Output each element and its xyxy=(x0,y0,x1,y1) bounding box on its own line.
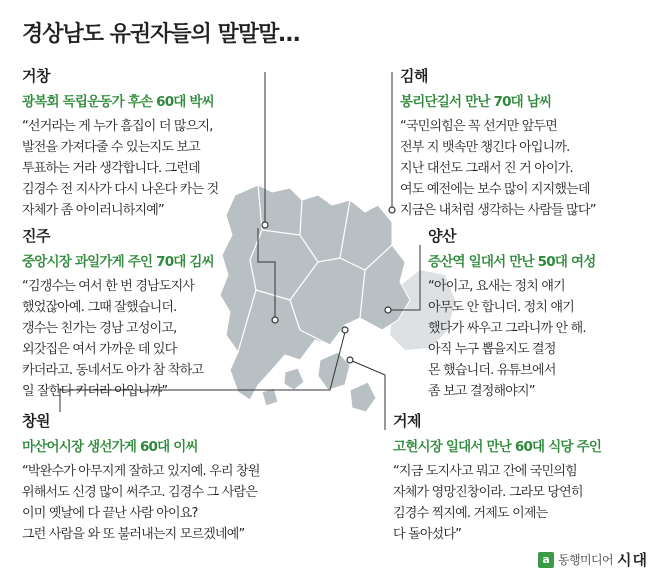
island-shape xyxy=(284,368,304,390)
publisher-logo xyxy=(538,549,648,570)
quote-line: 여도 예전에는 보수 많이 지지했는데 xyxy=(400,182,590,197)
logo-brand: 동행미디어 xyxy=(558,553,614,567)
island-shape xyxy=(262,388,278,406)
quote-block-yangsan xyxy=(428,225,595,402)
province-shape xyxy=(220,185,410,400)
quote-text xyxy=(22,116,218,221)
quote-line: 아무도 안 합니더. 정치 얘기 xyxy=(428,300,574,315)
quote-line: 김경수 전 지사가 다시 나온다 카는 것 xyxy=(22,182,219,197)
logo-mark-icon: a xyxy=(538,552,554,568)
quote-line: 이미 옛날에 다 끝난 사람 아이요? xyxy=(22,506,198,521)
quote-line: 아직 누구 뽑을지도 결정 xyxy=(428,342,556,357)
quote-block-gimhae xyxy=(400,65,596,221)
quote-line: 지난 대선도 그래서 진 거 아이가. xyxy=(400,161,573,176)
quote-line: 자체가 영망진창이라. 그라모 당연히 xyxy=(393,485,583,500)
region-name: 거제 xyxy=(393,412,421,430)
speaker-info: 중앙시장 과일가게 주인 70대 김씨 xyxy=(22,254,214,270)
region-name: 거창 xyxy=(22,67,50,85)
quote-text xyxy=(428,276,595,402)
quote-line: “국민의힘은 꼭 선거만 앞두면 xyxy=(400,119,558,134)
quote-line: 투표하는 거라 생각합니다. 그런데 xyxy=(22,161,200,176)
speaker-info: 고현시장 일대서 만난 60대 식당 주인 xyxy=(393,439,602,455)
quote-text xyxy=(400,116,596,221)
region-name: 김해 xyxy=(400,67,428,85)
quote-line: 일 잘한다 카더라 아입니꺄” xyxy=(22,384,168,399)
region-name: 양산 xyxy=(428,227,456,245)
quote-line: 김경수 찍지예. 거제도 이제는 xyxy=(393,506,548,521)
quote-line: 카더라고. 동네서도 아가 참 착하고 xyxy=(22,363,204,378)
quote-text xyxy=(22,461,260,545)
speaker-info: 마산어시장 생선가게 60대 이씨 xyxy=(22,439,198,455)
quote-line: “아이고, 요새는 정치 얘기 xyxy=(428,279,565,294)
logo-name: 시대 xyxy=(617,551,648,569)
quote-line: 지금은 내처럼 생각하는 사람들 많다” xyxy=(400,203,596,218)
quote-line: 그런 사람을 와 또 불러내는지 모르겠네예” xyxy=(22,527,245,542)
island-shape xyxy=(350,382,376,412)
quote-line: “선거라는 게 누가 흠집이 더 많으지, xyxy=(22,119,213,134)
island-shape xyxy=(318,352,350,390)
speaker-info: 광복회 독립운동가 후손 60대 박씨 xyxy=(22,94,214,110)
quote-line: 좀 보고 결정해야지” xyxy=(428,384,535,399)
speaker-info: 봉리단길서 만난 70대 남씨 xyxy=(400,94,552,110)
quote-line: 했다가 싸우고 그라니까 안 해. xyxy=(428,321,586,336)
quote-line: 했었잖아예. 그때 잘했습니더. xyxy=(22,300,177,315)
quote-line: 몬 했습니더. 유튜브에서 xyxy=(428,363,556,378)
quote-line: 위해서도 신경 많이 써주고. 김경수 그 사람은 xyxy=(22,485,257,500)
region-name: 진주 xyxy=(22,227,50,245)
quote-block-changwon xyxy=(22,410,260,545)
quote-line: “지금 도지사고 뭐고 간에 국민의힘 xyxy=(393,464,577,479)
quote-block-geoje xyxy=(393,410,601,545)
quote-line: 외갓집은 여서 가까운 데 있다 xyxy=(22,342,177,357)
quote-line: “김갱수는 여서 한 번 경남도지사 xyxy=(22,279,195,294)
quote-block-geochang xyxy=(22,65,218,221)
quote-line: 전부 지 뱃속만 챙긴다 아입니까. xyxy=(400,140,570,155)
quote-block-jinju xyxy=(22,225,214,402)
speaker-info: 증산역 일대서 만난 50대 여성 xyxy=(428,254,596,270)
quote-line: 발전을 가져다줄 수 있는지도 보고 xyxy=(22,140,200,155)
quote-line: “박완수가 아무지게 잘하고 있지예. 우리 창원 xyxy=(22,464,260,479)
region-name: 창원 xyxy=(22,412,50,430)
quote-text xyxy=(22,276,214,402)
quote-line: 다 돌아섰다” xyxy=(393,527,462,542)
quote-text xyxy=(393,461,601,545)
page-title: 경상남도 유권자들의 말말말… xyxy=(22,22,300,47)
quote-line: 자체가 좀 아이러니하지예” xyxy=(22,203,164,218)
quote-line: 갱수는 친가는 경남 고성이고, xyxy=(22,321,177,336)
